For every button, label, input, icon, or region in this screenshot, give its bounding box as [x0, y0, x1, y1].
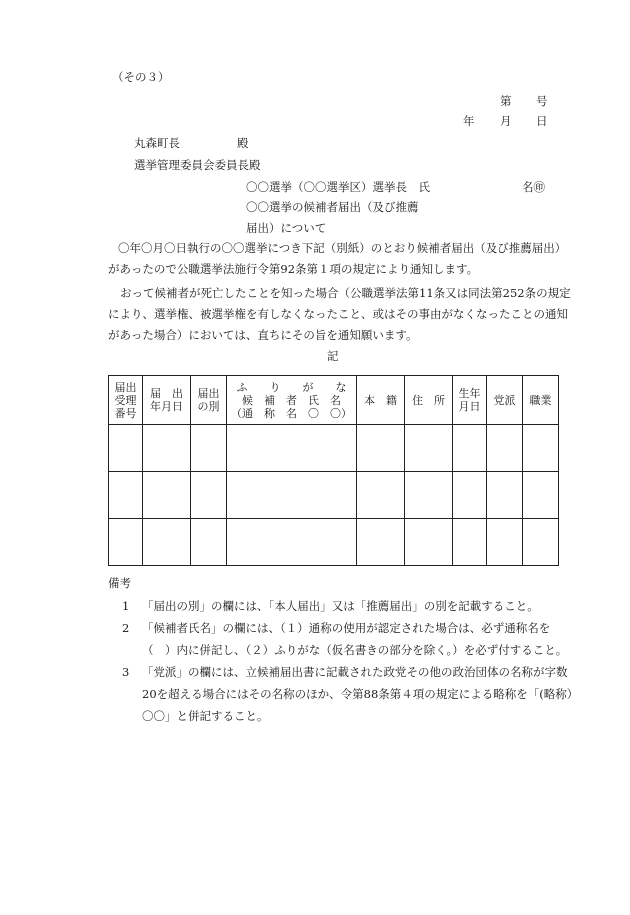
table-row — [109, 519, 559, 566]
sender-seal: 名㊞ — [522, 180, 545, 194]
remark-text: 「党派」の欄には、立候補届出書に記載された政党その他の政治団体の名称が字数20を超える場合にはその名称のほか、令第88条第４項の規定による略称を「(略称）〇〇」と併記すること。 — [142, 665, 573, 723]
table-row — [109, 472, 559, 519]
body-paragraph-1: 〇年〇月〇日執行の〇〇選挙につき下記（別紙）のとおり候補者届出（及び推薦届出）があったので公職選挙法施行令第92条第１項の規定により通知します。 — [108, 241, 567, 276]
table-cell — [357, 519, 405, 566]
table-cell — [523, 519, 559, 566]
table-cell — [453, 472, 487, 519]
remark-number: 3 — [122, 665, 130, 679]
subject-line-1: 〇〇選挙の候補者届出（及び推薦 — [246, 200, 419, 214]
remark-text: 「候補者氏名」の欄には、（１）通称の使用が認定された場合は、必ず通称名を（ ）内に併記し、（２）ふりがな（仮名書きの部分を除く。）を必ず付すること。 — [142, 621, 568, 657]
body-paragraph-2: おって候補者が死亡したことを知った場合（公職選挙法第11条又は同法第252条の規定により、選挙権、被選挙権を有しなくなったこと、或はその事由がなくなったことの通知があった場合）においては、直ちにその旨を通知願います。 — [108, 286, 571, 342]
header-address: 住 所 — [405, 376, 453, 425]
table-cell — [109, 425, 143, 472]
candidate-table — [108, 375, 559, 566]
table-cell — [227, 519, 357, 566]
header-birthdate: 生年 月日 — [453, 376, 487, 425]
table-cell — [109, 519, 143, 566]
ki-heading: 記 — [327, 349, 339, 363]
date-year: 年 — [463, 114, 475, 128]
remark-text: 「届出の別」の欄には、「本人届出」又は「推薦届出」の別を記載すること。 — [142, 599, 539, 613]
header-occupation: 職業 — [523, 376, 559, 425]
table-cell — [109, 472, 143, 519]
form-number: （その３） — [112, 70, 170, 84]
table-header-row — [109, 376, 559, 425]
doc-number-dai: 第 — [500, 94, 512, 108]
table-cell — [487, 472, 523, 519]
addressee-1-name: 丸森町長 — [134, 136, 180, 150]
date-day: 日 — [536, 114, 548, 128]
table-cell — [191, 519, 227, 566]
header-receipt-number: 届出 受理 番号 — [109, 376, 143, 425]
header-candidate-name: ふ り が な 候 補 者 氏 名 （通 称 名 〇 〇） — [227, 376, 357, 425]
table-cell — [523, 425, 559, 472]
table-cell — [357, 425, 405, 472]
table-cell — [453, 519, 487, 566]
table-cell — [405, 425, 453, 472]
header-filing-type: 届出 の別 — [191, 376, 227, 425]
table-cell — [227, 425, 357, 472]
table-cell — [227, 472, 357, 519]
remarks-title: 備考 — [108, 576, 131, 590]
doc-number-go: 号 — [536, 94, 548, 108]
table-cell — [191, 472, 227, 519]
table-cell — [357, 472, 405, 519]
addressee-2: 選挙管理委員会委員長殿 — [134, 158, 261, 172]
table-cell — [143, 472, 191, 519]
table-row — [109, 425, 559, 472]
table-cell — [405, 519, 453, 566]
sender-text: 〇〇選挙（〇〇選挙区）選挙長 氏 — [246, 180, 430, 194]
table-cell — [143, 425, 191, 472]
remark-number: 2 — [122, 621, 130, 635]
header-domicile: 本 籍 — [357, 376, 405, 425]
table-cell — [143, 519, 191, 566]
table-cell — [523, 472, 559, 519]
table-cell — [453, 425, 487, 472]
table-cell — [405, 472, 453, 519]
table-cell — [191, 425, 227, 472]
remark-number: 1 — [122, 599, 130, 613]
header-party: 党派 — [487, 376, 523, 425]
table-cell — [487, 519, 523, 566]
table-cell — [487, 425, 523, 472]
subject-line-2: 届出）について — [246, 221, 327, 235]
addressee-1-suffix: 殿 — [237, 136, 249, 150]
header-filing-date: 届 出 年月日 — [143, 376, 191, 425]
date-month: 月 — [500, 114, 512, 128]
